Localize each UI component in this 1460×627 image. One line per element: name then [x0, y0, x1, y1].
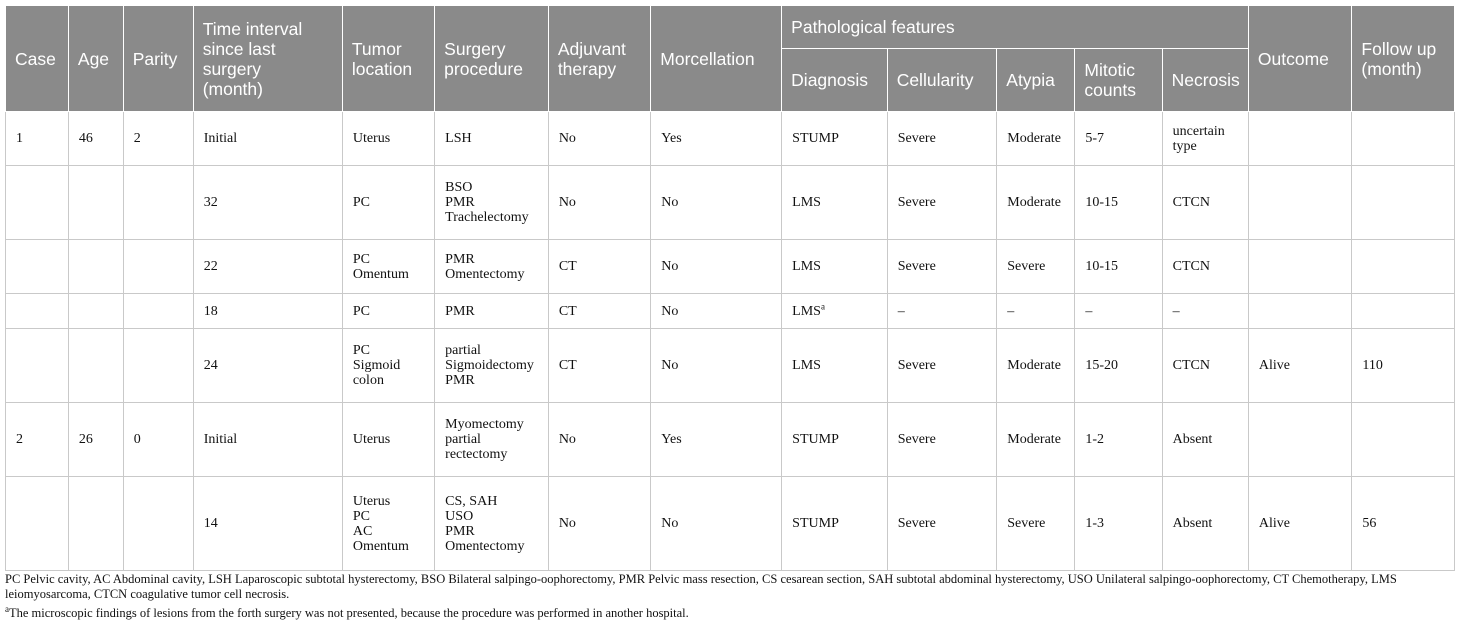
table-container: [5, 5, 1455, 571]
cell-text: –: [897, 303, 905, 319]
cell-diagnosis: [782, 112, 888, 166]
cell-text: Severe: [1007, 516, 1046, 531]
cell-procedure: [435, 329, 549, 403]
cell-line: Trachelectomy: [445, 210, 529, 225]
cell-text: 2: [133, 131, 141, 146]
cell-outcome: [1248, 329, 1351, 403]
cell-outcome: [1248, 294, 1351, 329]
cell-mitotic: [1075, 329, 1162, 403]
cell-cellularity: [887, 240, 997, 294]
header-case: Case: [6, 6, 69, 112]
cell-necrosis: [1162, 329, 1248, 403]
cell-line: PC: [352, 251, 370, 267]
table-row: [6, 294, 1455, 329]
cell-text: Alive: [1258, 516, 1291, 531]
cell-adjuvant: [548, 477, 650, 571]
cell-line: partial: [445, 343, 481, 358]
cell-text: 24: [203, 358, 218, 373]
cell-text: 22: [203, 259, 218, 274]
cell-line: Sigmoidectomy: [445, 358, 534, 373]
cell-line: AC: [352, 523, 373, 539]
cell-age: [68, 112, 123, 166]
cell-parity: [123, 403, 193, 477]
cell-procedure: [435, 294, 549, 329]
cell-text: CT: [558, 358, 577, 373]
cell-line: BSO: [445, 180, 473, 195]
cell-adjuvant: [548, 166, 650, 240]
cell-text: 1-3: [1085, 516, 1105, 531]
cell-atypia: [997, 294, 1075, 329]
cell-text: 1-2: [1085, 432, 1105, 447]
cell-interval: [193, 329, 342, 403]
cell-case: [6, 403, 69, 477]
cell-parity: [123, 329, 193, 403]
cell-text: 32: [203, 195, 218, 210]
header-location-line: Tumor: [351, 38, 402, 59]
cell-age: [68, 294, 123, 329]
cell-line: USO: [445, 508, 474, 524]
header-adjuvant: [548, 6, 650, 112]
cell-line: rectectomy: [445, 447, 508, 462]
cell-procedure: [435, 112, 549, 166]
cell-atypia: [997, 112, 1075, 166]
header-interval-line: Time interval: [202, 18, 303, 39]
cell-line: Sigmoid: [352, 358, 401, 373]
cell-line: colon: [352, 373, 384, 388]
cell-line: Omentectomy: [445, 538, 525, 554]
cell-atypia: [997, 403, 1075, 477]
cell-morcellation: [651, 240, 782, 294]
table-header: [6, 6, 1455, 112]
cell-adjuvant: [548, 329, 650, 403]
table-row: [6, 477, 1455, 571]
header-diagnosis: Diagnosis: [782, 49, 888, 112]
header-procedure: [435, 6, 549, 112]
cell-line: Omentum: [352, 538, 409, 554]
superscript-note: [5, 603, 1455, 621]
cell-line: PC: [352, 303, 370, 319]
cell-age: [68, 329, 123, 403]
cell-text: Moderate: [1007, 131, 1061, 146]
cell-mitotic: [1075, 240, 1162, 294]
cell-location: [342, 403, 434, 477]
cell-line: PC: [352, 343, 370, 358]
cell-text: Yes: [661, 131, 682, 146]
cell-mitotic: [1075, 166, 1162, 240]
cell-followup: [1352, 403, 1455, 477]
cell-age: [68, 166, 123, 240]
cell-necrosis: [1162, 112, 1248, 166]
cell-case: [6, 477, 69, 571]
cell-text: Severe: [897, 195, 936, 210]
cell-text: –: [1085, 303, 1093, 319]
cell-line: CTCN: [1172, 195, 1210, 210]
cell-line: Uterus: [352, 131, 391, 146]
cell-morcellation: [651, 294, 782, 329]
cell-text: 46: [78, 131, 93, 146]
cell-text: 15-20: [1085, 358, 1119, 373]
cell-procedure: [435, 240, 549, 294]
cell-line: Omentectomy: [445, 266, 525, 282]
cell-text: No: [558, 131, 576, 146]
cell-cellularity: [887, 403, 997, 477]
abbreviations-note: PC Pelvic cavity, AC Abdominal cavity, LSH Laparoscopic subtotal hysterectomy, BSO Bilateral salpingo-oophorectomy, PMR Pelvic mass resection, CS cesarean section, SAH subtotal abdominal hysterectomy, USO Unilateral salpingo-oophorectomy, CT Chemotherapy, LMS leiomyosarcoma, CTCN coagulative tumor cell necrosis.: [5, 572, 1397, 601]
cell-text: 0: [133, 432, 141, 447]
cell-text: Moderate: [1007, 195, 1061, 210]
cell-line: PMR: [445, 523, 475, 539]
cell-text: LMS: [792, 303, 821, 319]
cell-location: [342, 112, 434, 166]
cell-outcome: [1248, 112, 1351, 166]
cell-location: [342, 240, 434, 294]
cell-interval: [193, 403, 342, 477]
cell-adjuvant: [548, 112, 650, 166]
cell-line: Absent: [1172, 516, 1213, 531]
cell-text: 26: [78, 432, 93, 447]
cell-diagnosis: [782, 166, 888, 240]
cell-line: CTCN: [1172, 358, 1210, 373]
cell-line: CTCN: [1172, 259, 1210, 274]
header-interval-line: (month): [202, 78, 263, 99]
cell-morcellation: [651, 112, 782, 166]
cell-cellularity: [887, 166, 997, 240]
cell-text: 18: [203, 303, 218, 319]
cell-location: [342, 329, 434, 403]
cell-text: 14: [203, 516, 218, 531]
cell-text: STUMP: [792, 516, 839, 531]
cell-location: [342, 477, 434, 571]
header-procedure-line: procedure: [444, 58, 523, 79]
cell-interval: [193, 112, 342, 166]
cell-text: Moderate: [1007, 432, 1061, 447]
cell-adjuvant: [548, 240, 650, 294]
cell-mitotic: [1075, 294, 1162, 329]
cell-atypia: [997, 329, 1075, 403]
header-location-line: location: [351, 58, 413, 79]
cell-text: Initial: [203, 131, 238, 146]
cell-text: No: [661, 195, 679, 210]
cell-morcellation: [651, 166, 782, 240]
header-interval-line: since last: [202, 38, 276, 59]
cell-outcome: [1248, 403, 1351, 477]
cell-followup: [1352, 294, 1455, 329]
cell-text: Severe: [897, 259, 936, 274]
cell-text: No: [661, 516, 679, 531]
cell-diagnosis: [782, 329, 888, 403]
cell-text: Severe: [1007, 259, 1046, 274]
header-pathological: Pathological features: [782, 6, 1249, 49]
cell-text: LMS: [792, 358, 821, 373]
cell-cellularity: [887, 294, 997, 329]
cell-line: PMR: [445, 251, 475, 267]
cell-text: No: [661, 358, 679, 373]
table-row: [6, 166, 1455, 240]
cell-line: uncertain: [1172, 123, 1225, 139]
cell-adjuvant: [548, 294, 650, 329]
cell-interval: [193, 294, 342, 329]
header-interval-line: surgery: [202, 58, 262, 79]
cell-line: –: [1172, 303, 1180, 319]
cell-necrosis: [1162, 166, 1248, 240]
cell-adjuvant: [548, 403, 650, 477]
footnote-marker: a: [820, 300, 825, 311]
cell-followup: [1352, 166, 1455, 240]
cell-location: [342, 294, 434, 329]
cell-cellularity: [887, 477, 997, 571]
cell-age: [68, 477, 123, 571]
cell-necrosis: [1162, 240, 1248, 294]
cell-outcome: [1248, 477, 1351, 571]
cell-morcellation: [651, 329, 782, 403]
cell-text: No: [558, 432, 576, 447]
cell-morcellation: [651, 403, 782, 477]
cell-necrosis: [1162, 403, 1248, 477]
cell-text: 10-15: [1085, 259, 1119, 274]
cell-text: LMS: [792, 195, 821, 210]
cell-necrosis: [1162, 477, 1248, 571]
header-procedure-line: Surgery: [444, 38, 506, 59]
cell-procedure: [435, 403, 549, 477]
cell-text: 2: [16, 432, 23, 447]
cell-text: Alive: [1258, 358, 1291, 373]
header-morcellation: Morcellation: [651, 6, 782, 112]
cell-followup: [1352, 112, 1455, 166]
cell-mitotic: [1075, 477, 1162, 571]
cell-line: Uterus: [352, 432, 391, 447]
cell-line: type: [1172, 138, 1197, 154]
cell-parity: [123, 294, 193, 329]
cell-followup: [1352, 329, 1455, 403]
header-followup: [1352, 6, 1455, 112]
header-adjuvant-line: Adjuvant: [557, 38, 626, 59]
case-table: [5, 5, 1455, 571]
cell-line: PMR: [445, 195, 475, 210]
cell-age: [68, 403, 123, 477]
cell-necrosis: [1162, 294, 1248, 329]
header-location: [342, 6, 434, 112]
cell-line: Omentum: [352, 266, 409, 282]
cell-text: 110: [1362, 358, 1383, 373]
cell-mitotic: [1075, 112, 1162, 166]
cell-interval: [193, 477, 342, 571]
cell-followup: [1352, 477, 1455, 571]
cell-morcellation: [651, 477, 782, 571]
cell-line: PC: [352, 508, 370, 524]
cell-cellularity: [887, 329, 997, 403]
cell-mitotic: [1075, 403, 1162, 477]
header-parity: Parity: [123, 6, 193, 112]
header-necrosis: Necrosis: [1162, 49, 1248, 112]
cell-line: Uterus: [352, 493, 391, 509]
cell-line: CS, SAH: [445, 493, 498, 509]
cell-text: Severe: [897, 358, 936, 373]
cell-cellularity: [887, 112, 997, 166]
cell-line: Myomectomy: [445, 417, 524, 432]
cell-line: Absent: [1172, 432, 1213, 447]
header-mitotic-line: counts: [1084, 80, 1136, 100]
cell-text: CT: [558, 303, 577, 319]
cell-outcome: [1248, 166, 1351, 240]
cell-text: Severe: [897, 516, 936, 531]
cell-parity: [123, 477, 193, 571]
note-text: The microscopic findings of lesions from the forth surgery was not presented, because the procedure was performed in another hospital.: [9, 606, 689, 620]
table-body: [6, 112, 1455, 571]
cell-parity: [123, 166, 193, 240]
table-row: [6, 329, 1455, 403]
cell-line: PMR: [445, 303, 475, 319]
cell-atypia: [997, 166, 1075, 240]
cell-text: CT: [558, 259, 577, 274]
cell-case: [6, 294, 69, 329]
header-mitotic-line: Mitotic: [1084, 60, 1135, 80]
table-row: [6, 240, 1455, 294]
cell-procedure: [435, 477, 549, 571]
header-mitotic: [1075, 49, 1162, 112]
header-cellularity: Cellularity: [887, 49, 997, 112]
header-followup-line: Follow up: [1361, 38, 1437, 59]
cell-text: No: [661, 303, 679, 319]
cell-interval: [193, 240, 342, 294]
cell-outcome: [1248, 240, 1351, 294]
note-marker: a: [5, 603, 9, 614]
cell-case: [6, 166, 69, 240]
cell-atypia: [997, 477, 1075, 571]
cell-procedure: [435, 166, 549, 240]
cell-line: PC: [352, 195, 370, 210]
cell-text: 56: [1362, 516, 1377, 531]
cell-text: Severe: [897, 432, 936, 447]
cell-text: 1: [16, 131, 23, 146]
cell-diagnosis: [782, 240, 888, 294]
table-footnote: [5, 572, 1455, 621]
cell-line: LSH: [445, 131, 472, 146]
header-adjuvant-line: therapy: [557, 58, 617, 79]
cell-text: Yes: [661, 432, 682, 447]
cell-text: Initial: [203, 432, 238, 447]
table-row: [6, 403, 1455, 477]
cell-text: No: [661, 259, 679, 274]
cell-atypia: [997, 240, 1075, 294]
header-age: Age: [68, 6, 123, 112]
cell-text: STUMP: [792, 432, 839, 447]
cell-case: [6, 329, 69, 403]
cell-followup: [1352, 240, 1455, 294]
cell-line: PMR: [445, 373, 475, 388]
cell-age: [68, 240, 123, 294]
cell-diagnosis: [782, 403, 888, 477]
header-outcome: Outcome: [1248, 6, 1351, 112]
cell-case: [6, 112, 69, 166]
cell-text: 10-15: [1085, 195, 1119, 210]
cell-line: partial: [445, 432, 481, 447]
cell-parity: [123, 112, 193, 166]
cell-location: [342, 166, 434, 240]
table-row: [6, 112, 1455, 166]
header-interval: [193, 6, 342, 112]
cell-interval: [193, 166, 342, 240]
cell-text: No: [558, 516, 576, 531]
cell-diagnosis: [782, 477, 888, 571]
cell-text: No: [558, 195, 576, 210]
cell-text: Severe: [897, 131, 936, 146]
cell-text: –: [1007, 303, 1015, 319]
cell-parity: [123, 240, 193, 294]
header-followup-line: (month): [1361, 58, 1422, 79]
cell-text: LMS: [792, 259, 821, 274]
cell-diagnosis: [782, 294, 888, 329]
cell-text: 5-7: [1085, 131, 1105, 146]
cell-case: [6, 240, 69, 294]
cell-text: Moderate: [1007, 358, 1061, 373]
cell-text: STUMP: [792, 131, 839, 146]
header-atypia: Atypia: [997, 49, 1075, 112]
